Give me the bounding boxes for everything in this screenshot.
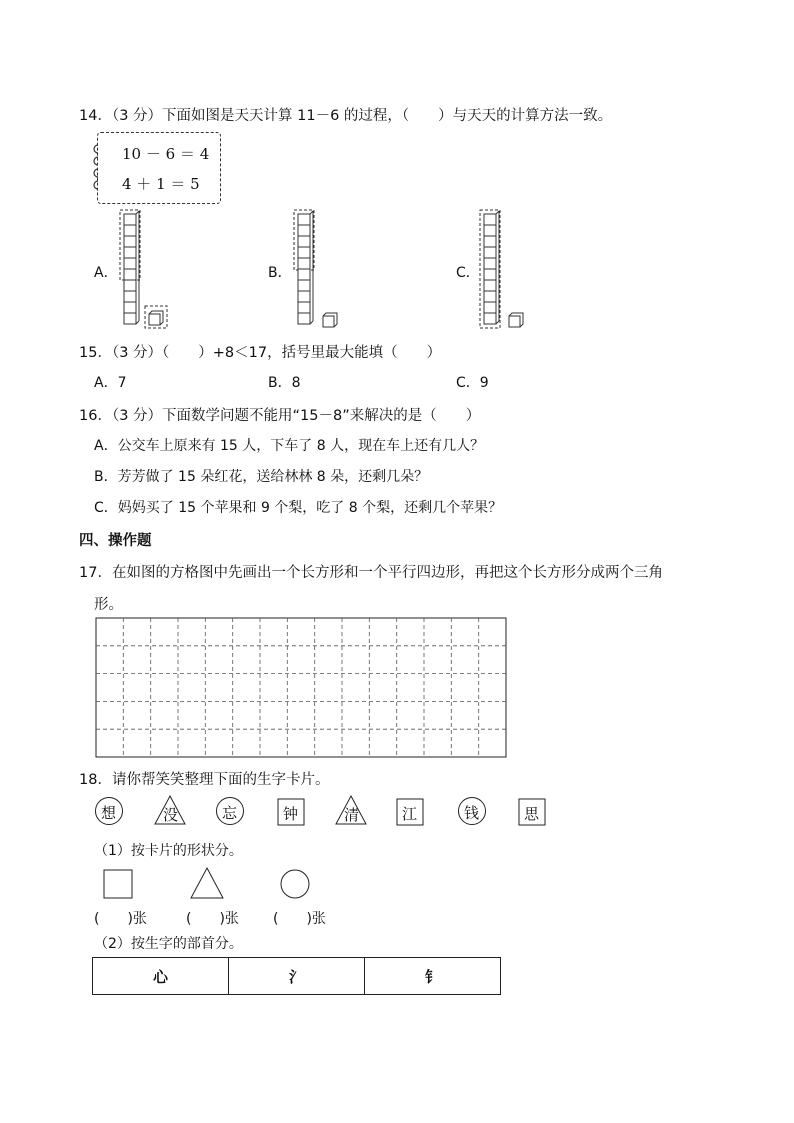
q14-text: 14．（3 分）下面如图是天天计算 11－6 的过程，（ ）与天天的计算方法一致。 (79, 108, 613, 124)
q14-option-c-label[interactable]: C． (456, 265, 480, 281)
blank-circle-count[interactable]: ( )张 (273, 911, 326, 927)
blank-square-count[interactable]: ( )张 (94, 911, 147, 927)
spiral-binding-icon (92, 143, 104, 193)
card-char: 清 (344, 806, 360, 824)
q14-eq1: 10 － 6 ＝ 4 (122, 145, 210, 163)
section-title: 四、操作题 (79, 533, 152, 549)
q14-option-a-label[interactable]: A． (94, 265, 118, 281)
card-char: 钟 (283, 805, 299, 823)
q16-option-a[interactable]: A．公交车上原来有 15 人，下车了 8 人，现在车上还有几人？ (94, 438, 485, 454)
q15-option-b[interactable]: B．8 (268, 375, 301, 391)
q15-option-c[interactable]: C．9 (456, 375, 489, 391)
q18-text: 18．请你帮笑笑整理下面的生字卡片。 (79, 772, 330, 788)
radical-metal-cell[interactable]: 钅 (365, 958, 501, 995)
radical-table (92, 957, 501, 995)
q16-option-b[interactable]: B．芳芳做了 15 朵红花，送给林林 8 朵，还剩几朵？ (94, 469, 429, 485)
q15-text: 15．（3 分）（ ）+8＜17，括号里最大能填（ ） (79, 345, 442, 361)
card-char: 江 (402, 805, 418, 823)
triangle-shape-icon (189, 866, 225, 900)
q16-option-c[interactable]: C．妈妈买了 15 个苹果和 9 个梨，吃了 8 个梨，还剩几个苹果？ (94, 500, 503, 516)
blank-triangle-count[interactable]: ( )张 (186, 911, 239, 927)
circle-shape-icon (280, 869, 310, 899)
card-char: 忘 (222, 804, 238, 822)
card-char: 思 (524, 805, 540, 823)
q17-text-line2: 形。 (94, 597, 123, 613)
q14-option-a-blocks (118, 208, 178, 333)
radical-water-cell[interactable]: 氵 (229, 958, 365, 995)
card-char: 想 (101, 804, 117, 822)
q17-grid[interactable] (95, 617, 507, 758)
radical-heart-cell[interactable]: 心 (93, 958, 229, 995)
q14-option-b-label[interactable]: B． (268, 265, 292, 281)
q14-option-c-blocks (478, 208, 538, 333)
q18-part1: （1）按卡片的形状分。 (94, 843, 243, 859)
card-char: 钱 (464, 804, 480, 822)
q18-part2: （2）按生字的部首分。 (94, 936, 243, 952)
q14-option-b-blocks (292, 208, 352, 333)
q16-text: 16．（3 分）下面数学问题不能用“15－8”来解决的是（ ） (79, 408, 481, 424)
card-char: 没 (163, 806, 179, 824)
q14-calc-box (97, 132, 221, 204)
q15-option-a[interactable]: A．7 (94, 375, 127, 391)
q14-eq2: 4 ＋ 1 ＝ 5 (122, 175, 200, 193)
square-shape-icon (103, 869, 133, 899)
q17-text-line1: 17．在如图的方格图中先画出一个长方形和一个平行四边形，再把这个长方形分成两个三角 (79, 565, 663, 581)
